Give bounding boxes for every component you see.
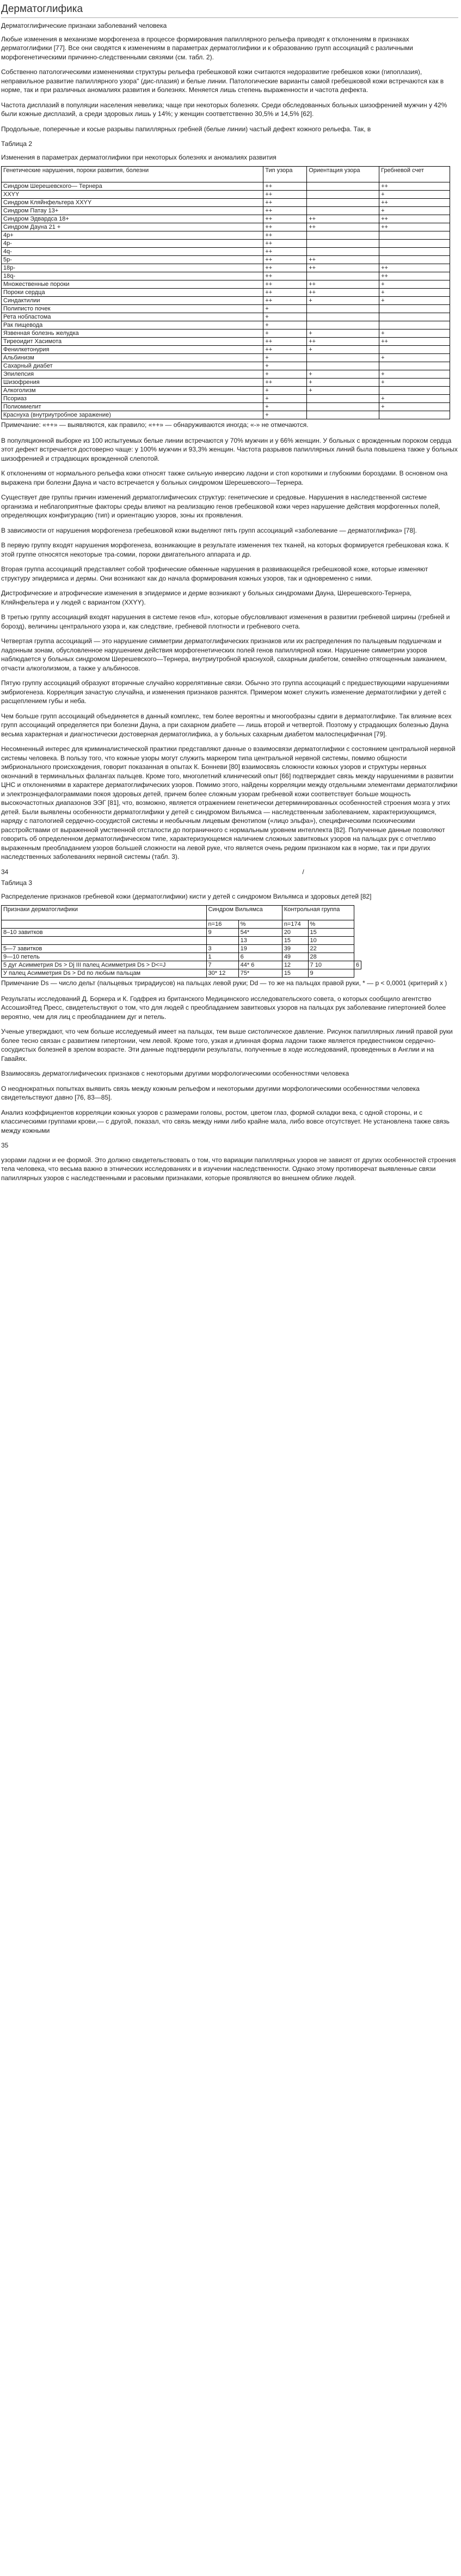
table-row [2,207,450,215]
table-3 [1,905,361,978]
table-cell: Краснуха (внутриутробное заражение) [2,411,263,419]
table-cell: ++ [263,199,307,207]
table-cell: Альбинизм [2,354,263,362]
table-cell [307,191,379,199]
table-cell: Язвенная болезнь желудка [2,329,263,338]
table-cell [379,231,450,240]
paragraph: Пятую группу ассоциаций образуют вторичные случайно коррелятивные связи. Обычно это группа ассоциаций с предшествующими нарушениями эмбриогенеза. Корреляция зачастую случайна, и изменения признаков разнятся. Примером может служить изменение дерматоглифики у детей с расщеплением губы и неба. [1,679,450,705]
column-header: Генетические нарушения, пороки развития, болезни [2,167,263,182]
table-cell: 9 [206,929,238,937]
paragraph: Дистрофические и атрофические изменения в эпидермисе и дерме возникают у больных синдромами Дауна, Шерешевского-Тернера, Кляйнфельтера и у людей с вариантом (ХХYY). [1,589,412,606]
table-row [2,395,450,403]
paragraph: Анализ коэффициентов корреляции кожных узоров с размерами головы, ростом, цветом глаз, формой складки века, с одной стороны, и с классическими группами крови,— с другой, показал, что связь между ними либо крайне мала, либо вовсе отсутствует. Не установлена также связь между кожными [1,1108,450,1134]
paragraph: Любые изменения в механизме морфогенеза в процессе формирования папиллярного рельефа приводят к отклонениям в признаках дерматоглифики [77]. Все они сводятся к изменениям в параметрах дерматоглифики и к образованию групп ассоциаций с различными морфогенетическими причинно-следственными связями (см. табл. 2). [1,35,413,61]
table-cell: 18q- [2,272,263,280]
table-cell: 75* [238,969,282,978]
paragraph: Собственно патологическими изменениями структуры рельефа гребешковой кожи считаются недоразвитие гребешков кожи (гипоплазия), неправильное развитие папиллярного узора" (дис-плазия) и белые линии. Патологические варианты самой гребешковой кожи встречаются как в норме, так и при различных аномалиях развития и болезнях. Меняется лишь степень выраженности и частота дефекта. [1,68,444,94]
table-row [2,182,450,191]
column-header: Гребневой счет [379,167,450,182]
table-cell: 12 [282,961,308,969]
table-row [2,387,450,395]
table-cell [379,248,450,256]
section-3 [1,994,458,1136]
column-header: Признаки дерматоглифики [2,906,207,920]
table-cell: + [263,313,307,321]
table-cell: 4р+ [2,231,263,240]
table-cell: + [263,411,307,419]
table-cell: 39 [282,945,308,953]
table-cell: ++ [263,264,307,272]
table-cell: ++ [379,223,450,231]
table-row [2,305,450,313]
table-cell: Синдром Кляйнфельтера ХХYY [2,199,263,207]
table-cell [379,240,450,248]
table-row [2,264,450,272]
table-header-row [2,906,361,920]
table-cell [379,387,450,395]
paragraph: Вторая группа ассоциаций представляет собой трофические обменные нарушения в развивающейся гребешковой коже, которые изменяют структуру эпидермиса и дермы. Они возникают как до начала формирования кожных узоров, так и одновременно с ними. [1,565,428,582]
table-cell: ++ [263,289,307,297]
table-cell: 22 [308,945,354,953]
table-header-row [2,167,450,182]
table-row [2,256,450,264]
paragraph: Взаимосвязь дерматоглифических признаков с некоторыми другими морфологическими особенностями человека [1,1070,349,1077]
table-row [2,362,450,370]
table-cell: ++ [263,379,307,387]
table-cell: + [307,297,379,305]
table-cell [307,272,379,280]
table-cell: + [379,395,450,403]
table-row [2,354,450,362]
table-cell [307,231,379,240]
table-cell: Эпилепсия [2,370,263,379]
column-subheader: % [308,920,354,929]
table-cell: + [379,379,450,387]
section-2 [1,436,458,862]
table-cell: 5 дуг Асимметрия Ds > Dj III палец Асимметрия Ds > D<=J [2,961,207,969]
table-3-caption: Распределение признаков гребневой кожи (дерматоглифики) кисти у детей с синдромом Вильямса и здоровых детей [82] [1,892,372,900]
table-cell: + [263,321,307,329]
paragraph: В третью группу ассоциаций входят нарушения в системе генов «fu», которые обусловливают изменения в развитии гребневой ширины (гребней и борозд), величины центрального узора и, как следствие, гребневой плотности и гребневого счета. [1,613,450,630]
table-cell: 7 10 [308,961,354,969]
table-cell [307,411,379,419]
table-3-label: Таблица 3 [1,879,33,887]
table-cell: + [379,297,450,305]
table-row [2,969,361,978]
table-cell: + [263,370,307,379]
table-cell: Алкоголизм [2,387,263,395]
page-number-marker [1,868,458,877]
table-cell [307,207,379,215]
table-cell: Шизофрения [2,379,263,387]
column-subheader: % [238,920,282,929]
column-header: Синдром Вильямса [206,906,282,920]
table-cell [307,248,379,256]
table-cell: ++ [379,264,450,272]
table-cell: + [307,370,379,379]
column-header: Ориентация узора [307,167,379,182]
table-cell: У палец Асимметрия Ds > Dd по любым пальцам [2,969,207,978]
table-cell: 5—7 завитков [2,945,207,953]
table-row [2,231,450,240]
table-cell: + [263,362,307,370]
table-cell: 15 [308,929,354,937]
table-cell: ++ [379,215,450,223]
table-row [2,280,450,289]
paragraph: Существует две группы причин изменений дерматоглифических структур: генетические и средовые. Нарушения в наследственной системе организма и неблагоприятные факторы среды влияют на реализацию генов гребешковой кожи через нарушение действия морфогенных полей, определяющих конфигурацию (тип) и ориентацию узоров, зоны их проявления. [1,493,440,519]
table-row [2,248,450,256]
table-cell: + [379,280,450,289]
table-2-caption: Изменения в параметрах дерматоглифики при некоторых болезнях и аномалиях развития [1,153,276,161]
table-cell: 19 [238,945,282,953]
table-cell [307,199,379,207]
paragraph: О неоднократных попытках выявить связь между кожным рельефом и некоторыми другими морфологическими особенностями человека свидетельствуют давно [76, 83—85]. [1,1084,420,1101]
table-cell: 4р- [2,240,263,248]
table-cell [379,305,450,313]
table-cell: ++ [307,264,379,272]
paragraph: В первую группу входят нарушения морфогенеза, возникающие в результате изменения тех тканей, на которых формируется гребешковая кожа. К этой группе относятся некоторые тра-сомии, пороки двигательного аппарата и др. [1,541,449,558]
table-cell [379,362,450,370]
table-cell: ++ [263,338,307,346]
table-cell: ++ [307,256,379,264]
table-row [2,289,450,297]
table-cell: Синдром Шерешевского— Тернера [2,182,263,191]
table-cell [307,403,379,411]
table-row [2,191,450,199]
table-cell: + [379,289,450,297]
table-cell: Фенилкетонурия [2,346,263,354]
table-row [2,346,450,354]
table-cell: + [379,370,450,379]
table-cell: + [263,395,307,403]
paragraph: Ученые утверждают, что чем больше исследуемый имеет на пальцах, тем выше систолическое давление. Рисунок папиллярных линий правой руки более тесно связан с развитием гипертонии, чем левой. Кроме того, узкая и длинная форма ладони также является предвестником сердечно-сосудистых болезней в зрелом возрасте. Эти данные подтвердили результаты, полученные в ходе исследований, проведенных в Англии и на Гавайях. [1,1028,453,1063]
table-cell: + [379,191,450,199]
table-cell: Синдактилии [2,297,263,305]
table-cell: Сахарный диабет [2,362,263,370]
table-cell: ++ [379,272,450,280]
table-cell: + [307,387,379,395]
page-number: 34 [1,868,9,876]
table-cell: ++ [307,338,379,346]
table-cell [379,256,450,264]
table-cell: ++ [307,215,379,223]
table-cell: 44* 6 [238,961,282,969]
paragraph: Несомненный интерес для криминалистической практики представляют данные о взаимосвязи дерматоглифики с состоянием центральной нервной системы человека. В пользу того, что кожные узоры могут служить маркером типа центральной нервной системы, помимо общности эмбрионального происхождения, говорит показанная в опытах К. Бонневи [80] взаимосвязь сложности кожных узоров и структуры нервных окончаний в терминальных фалангах пальцев. Кроме того, многолетний клинический опыт [66] подтверждает связь между нарушениями в развитии ЦНС и отклонениями в характере дерматоглифических узоров. Помимо этого, найдены корреляции между отдельными элементами дерматоглифики и электроэнцефалограммами покоя здоровых детей, причем более сложным узорам гребневой кожи соответствует больше мощность высокочастотных диапазонов ЭЭГ [81], что, возможно, является отражением генетически детерминированных особенностей строения мозга у этих детей. Были выявлены особенности дерматоглифики у детей с синдромом Вильямса — наследственным заболеванием, характеризующимся, наряду с патологией сердечно-сосудистой системы и необычным лицевым фенотипом («лицо эльфа»), специфическими психическими расстройствами от выраженной умственной отсталости до пограничного с нормальным уровнем интеллекта [82]. Полученные данные позволяют говорить об определенном дерматоглифическом типе, характеризующемся наличием сложных завитковых узоров на пальцах рук с отчетливо выраженным преобладанием узоров большей сложности на левой руке, что является очень редким признаком как в норме, так и при других наследственных заболеваниях нервной системы (табл. 3). [1,745,458,860]
table-row [2,379,450,387]
section-4 [1,1156,458,1183]
table-subheader-row [2,920,361,929]
section-1 [1,35,458,134]
table-cell: ++ [263,280,307,289]
table-cell: ++ [307,280,379,289]
table-cell: + [263,305,307,313]
table-row [2,321,450,329]
table-cell: 30* 12 [206,969,238,978]
article [1,1,458,1182]
table-cell: 9—10 петель [2,953,207,961]
table-cell [379,411,450,419]
table-row [2,945,361,953]
table-cell: ++ [263,215,307,223]
table-cell: ++ [263,346,307,354]
table-cell: ++ [263,207,307,215]
table-cell: 5р- [2,256,263,264]
table-cell: ++ [379,199,450,207]
table-cell: ++ [307,289,379,297]
table-cell [379,313,450,321]
table-row [2,215,450,223]
table-cell: + [379,207,450,215]
column-subheader: n=16 [206,920,238,929]
table-cell: 13 [238,937,282,945]
table-cell: + [263,387,307,395]
table-cell: Рак пищевода [2,321,263,329]
table-cell: 1 [206,953,238,961]
table-cell: ++ [263,240,307,248]
paragraph: Продольные, поперечные и косые разрывы папиллярных гребней (белые линии) частый дефект кожного рельефа. Так, в [1,125,371,133]
table-cell: ++ [379,182,450,191]
table-cell [379,346,450,354]
table-3-notes: Примечание Ds — число дельт (пальцевых трирадиусов) на пальцах левой руки; Dd — то же на пальцах правой руки, * — р < 0,0001 (критерий х ) [1,979,447,987]
table-row [2,272,450,280]
page [0,0,461,1194]
table-cell: Множественные пороки [2,280,263,289]
table-cell [307,395,379,403]
table-cell: 15 [282,937,308,945]
table-cell [307,362,379,370]
paragraph: К отклонениям от нормального рельефа кожи относят также сильную инверсию ладони и стоп короткими и глубокими бороздами. В основном она выражена при болезни Дауна и часто встречается у больных синдромом Шерешевского—Тернера. [1,469,448,486]
table-row [2,199,450,207]
table-cell [307,354,379,362]
table-cell [379,321,450,329]
table-cell: ++ [263,191,307,199]
column-subheader: n=174 [282,920,308,929]
table-cell [307,305,379,313]
table-cell: 20 [282,929,308,937]
table-cell: 28 [308,953,354,961]
table-cell: 49 [282,953,308,961]
table-row [2,953,361,961]
table-cell: Синдром Эдвардса 18+ [2,215,263,223]
table-cell: ХХYY [2,191,263,199]
table-cell: Синдром Дауна 21 + [2,223,263,231]
page-title: Дерматоглифика [1,1,458,18]
table-cell: 15 [282,969,308,978]
table-2 [1,166,450,419]
table-cell: Полиписто почек [2,305,263,313]
table-cell: ++ [263,297,307,305]
table-row [2,961,361,969]
table-cell: + [263,403,307,411]
table-row [2,240,450,248]
table-row [2,223,450,231]
table-cell: ++ [263,182,307,191]
table-cell [307,240,379,248]
table-cell: ++ [379,338,450,346]
table-cell: Пороки сердца [2,289,263,297]
table-cell: + [379,354,450,362]
table-cell: + [307,329,379,338]
table-row [2,929,361,937]
table-2-label: Таблица 2 [1,140,33,148]
table-cell: 8–10 завитков [2,929,207,937]
table-cell: Полиомиелит [2,403,263,411]
table-cell [307,313,379,321]
table-cell: Рета нобластома [2,313,263,321]
column-header: Тип узора [263,167,307,182]
table-cell: + [379,403,450,411]
table-cell [206,937,238,945]
table-cell: 6 [238,953,282,961]
table-cell: + [263,354,307,362]
page-number: 35 [1,1142,9,1149]
table-cell: + [307,379,379,387]
table-row [2,411,450,419]
table-cell [307,321,379,329]
table-cell: ++ [263,231,307,240]
table-row [2,297,450,305]
paragraph: В зависимости от нарушения морфогенеза гребешковой кожи выделяют пять групп ассоциаций «заболевание — дерматоглифика» [78]. [1,526,417,534]
paragraph: Четвертая группа ассоциаций — это нарушение симметрии дерматоглифических признаков или их распределения по пальцевым подушечкам и ладонным зонам, обусловленное нарушением действия морфогенетических полей генов папиллярной кожи. Нарушение симметрии узоров наблюдается у больных синдромом Шерешевского—Тернера, внутриутробной краснухой, сахарным диабетом, семейно отягощенным заиканием, отчасти алкоголизмом, а также у альбиносов. [1,637,447,672]
table-2-notes: Примечание: «++» — выявляются, как правило; «++» — обнаруживаются иногда; «-» не отмечаются. [1,421,309,429]
table-cell: Синдром Патау 13+ [2,207,263,215]
table-cell: 54* [238,929,282,937]
paragraph: узорами ладони и ее формой. Это должно свидетельствовать о том, что вариации папиллярных узоров не зависят от других особенностей строения тела человека, что весьма важно в этнических исследованиях и в изучении наследственности. Однако этому противоречат выявленные связи папиллярных узоров с наследственными и расовыми признаками, которые проявляются во внешнем облике людей. [1,1156,456,1182]
table-cell: 6 [354,961,361,969]
paragraph: Частота дисплазий в популяции населения невелика; чаще при некоторых болезнях. Среди обследованных больных шизофренией мужчин у 42% были кожные дисплазий, а среди здоровых лишь у 14%; у женщин соответственно 30,5% и 14,5% [62]. [1,101,447,118]
table-cell: 9 [308,969,354,978]
table-row [2,329,450,338]
column-subheader [2,920,207,929]
table-cell: ++ [307,223,379,231]
table-cell: ++ [263,256,307,264]
table-cell: 18р- [2,264,263,272]
table-cell: ++ [263,272,307,280]
table-cell: 3 [206,945,238,953]
table-cell: ++ [263,223,307,231]
table-cell: Псориаз [2,395,263,403]
table-cell [2,937,207,945]
table-cell [307,182,379,191]
table-cell: Тиреоидит Хасимота [2,338,263,346]
paragraph: Чем больше групп ассоциаций объединяется в данный комплекс, тем более вероятны и многообразны сдвиги в дерматоглифике. Так влияние всех групп ассоциаций определяется при болезни Дауна, а при сахарном диабете — лишь второй и четвертой. Поэтому у страдающих болезнью Дауна весьма характерная и диагностически достоверная дерматоглифика, а у больных сахарным диабетом малоспецифичная [79]. [1,712,452,738]
paragraph: В популяционной выборке из 100 испытуемых белые линии встречаются у 70% мужчин и у 66% женщин. У больных с врожденным пороком сердца этот дефект встречается достоверно чаще: у 100% мужчин и 93,3% женщин. Частота разрывов папиллярных линий была повышена также у больных шизофренией и страдающих врожденной слепотой. [1,436,458,462]
table-cell: ++ [263,248,307,256]
table-cell: + [307,346,379,354]
paragraph: Результаты исследований Д. Боркера и К. Годфрея из британского Медицинского исследовательского совета, о которых сообщило агентство Ассошиэйтед Пресс, свидетельствуют о том, что для людей с преобладанием завитковых узоров на пальцах рук заболевание гипертонией более вероятно, чем для лиц с преобладанием дуг и петель. [1,994,446,1021]
column-header: Контрольная группа [282,906,354,920]
table-cell: + [379,329,450,338]
table-row [2,403,450,411]
table-cell: + [263,329,307,338]
table-row [2,338,450,346]
page-separator: / [302,868,304,876]
table-row [2,313,450,321]
table-cell: 4q- [2,248,263,256]
section-subtitle: Дерматоглифические признаки заболеваний человека [1,22,167,29]
table-row [2,370,450,379]
table-cell: 10 [308,937,354,945]
table-cell: 7 [206,961,238,969]
table-row [2,937,361,945]
